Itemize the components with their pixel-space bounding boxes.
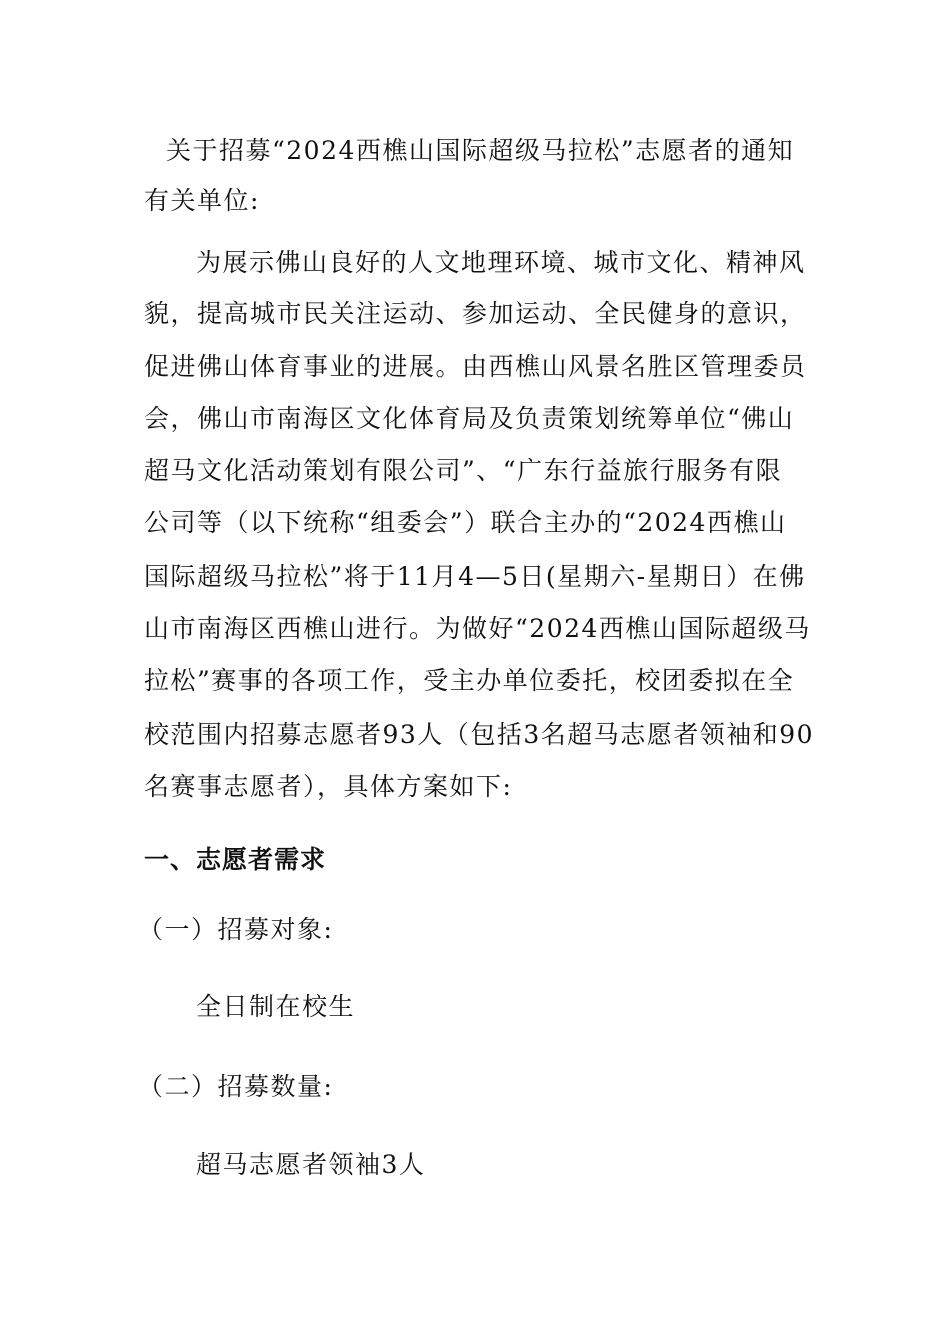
subsection-text: 全日制在校生 [196,992,356,1021]
intro-line: 国际超级马拉松”将于11月4—5日(星期六-星期日）在佛 [144,562,806,591]
subsection-heading: （二）招募数量: [138,1072,334,1101]
intro-line: 名赛事志愿者），具体方案如下: [144,772,513,801]
intro-line: 拉松”赛事的各项工作，受主办单位委托，校团委拟在全 [144,666,795,695]
intro-line: 貌，提高城市民关注运动、参加运动、全民健身的意识， [144,299,807,328]
intro-line: 校范围内招募志愿者93人（包括3名超马志愿者领袖和90 [144,720,815,749]
intro-line: 为展示佛山良好的人文地理环境、城市文化、精神风 [196,248,806,277]
intro-line: 山市南海区西樵山进行。为做好“2024西樵山国际超级马 [144,614,811,643]
salutation: 有关单位: [144,186,260,215]
section-heading: 一、志愿者需求 [144,845,327,874]
subsection-text: 超马志愿者领袖3人 [196,1150,426,1179]
intro-line: 促进佛山体育事业的进展。由西樵山风景名胜区管理委员 [144,352,807,381]
subsection-heading: （一）招募对象: [138,915,334,944]
intro-line: 公司等（以下统称“组委会”）联合主办的“2024西樵山 [144,508,787,537]
intro-line: 会，佛山市南海区文化体育局及负责策划统筹单位“佛山 [144,404,795,433]
document-title: 关于招募“2024西樵山国际超级马拉松”志愿者的通知 [166,136,795,165]
intro-line: 超马文化活动策划有限公司”、“广东行益旅行服务有限 [144,456,783,485]
